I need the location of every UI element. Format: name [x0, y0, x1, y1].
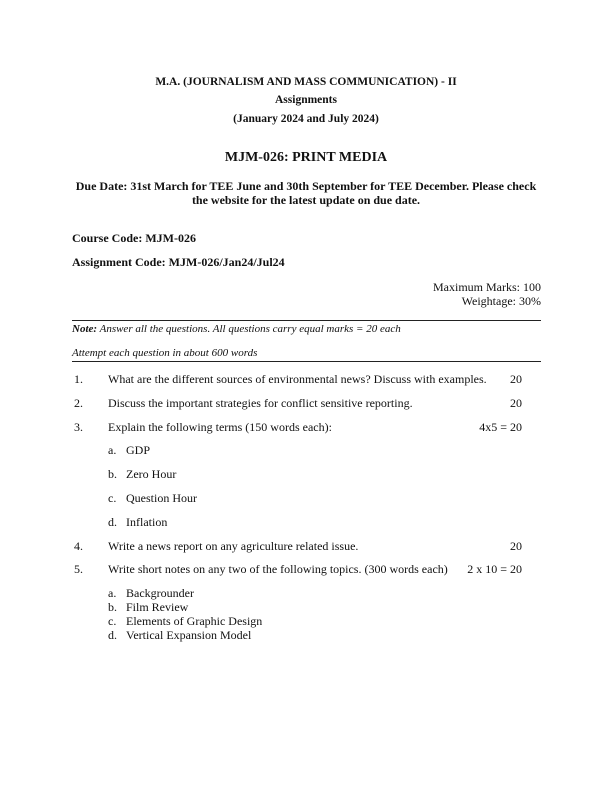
- sub-item: [108, 628, 251, 643]
- course-code: Course Code: MJM-026: [72, 231, 196, 245]
- note-top-rule: [72, 320, 541, 321]
- sub-item-text: Inflation: [126, 515, 168, 529]
- question-text: Write short notes on any two of the following topics. (300 words each): [108, 562, 448, 576]
- attempt-instruction: Attempt each question in about 600 words: [72, 347, 258, 359]
- question-number: 1.: [74, 372, 83, 386]
- question-text: Discuss the important strategies for conflict sensitive reporting.: [108, 396, 413, 410]
- sub-item-text: Vertical Expansion Model: [126, 628, 252, 642]
- sub-item-letter: d.: [108, 515, 117, 529]
- due-date-line-1: Due Date: 31st March for TEE June and 30th September for TEE December. Please check: [75, 179, 537, 193]
- weightage: Weightage: 30%: [461, 294, 541, 308]
- sub-item: [108, 586, 194, 601]
- session-heading: (January 2024 and July 2024): [233, 113, 379, 125]
- question-marks: 20: [510, 539, 522, 553]
- sub-item-text: Elements of Graphic Design: [126, 614, 263, 628]
- sub-item-letter: c.: [108, 614, 117, 628]
- assignment-code: Assignment Code: MJM-026/Jan24/Jul24: [72, 255, 285, 269]
- question-number: 5.: [74, 562, 83, 576]
- sub-item-text: Film Review: [126, 600, 189, 614]
- question-marks: 4x5 = 20: [479, 420, 522, 434]
- question-marks: 20: [510, 396, 522, 410]
- sub-item-text: Backgrounder: [126, 586, 194, 600]
- note-bottom-rule: [72, 361, 541, 362]
- sub-item: [108, 600, 188, 615]
- sub-item-letter: d.: [108, 628, 117, 642]
- programme-heading: M.A. (JOURNALISM AND MASS COMMUNICATION) - II: [155, 76, 457, 88]
- question-number: 4.: [74, 539, 83, 553]
- sub-item-text: GDP: [126, 443, 151, 457]
- sub-item-letter: c.: [108, 491, 117, 505]
- question-marks: 20: [510, 372, 522, 386]
- sub-item: [108, 614, 262, 629]
- sub-item-letter: a.: [108, 586, 117, 600]
- note-text: Answer all the questions. All questions carry equal marks = 20 each: [97, 323, 401, 335]
- question-text: What are the different sources of environmental news? Discuss with examples.: [108, 372, 487, 386]
- sub-item: [108, 491, 197, 506]
- sub-item-text: Zero Hour: [126, 467, 177, 481]
- question-marks: 2 x 10 = 20: [467, 562, 522, 576]
- sub-item: [108, 467, 176, 482]
- question-text: Explain the following terms (150 words each):: [108, 420, 332, 434]
- question-number: 2.: [74, 396, 83, 410]
- sub-item-letter: b.: [108, 467, 117, 481]
- sub-item-letter: b.: [108, 600, 117, 614]
- sub-item: [108, 515, 167, 530]
- question-number: 3.: [74, 420, 83, 434]
- course-title: MJM-026: PRINT MEDIA: [224, 150, 388, 165]
- sub-item-letter: a.: [108, 443, 117, 457]
- doc-type-heading: Assignments: [275, 94, 337, 106]
- sub-item-text: Question Hour: [126, 491, 197, 505]
- question-text: Write a news report on any agriculture related issue.: [108, 539, 359, 553]
- due-date-line-2: the website for the latest update on due date.: [191, 193, 421, 207]
- note-label: Note:: [72, 323, 98, 335]
- sub-item: [108, 443, 150, 458]
- note-line: [72, 323, 401, 335]
- maximum-marks: Maximum Marks: 100: [433, 280, 541, 294]
